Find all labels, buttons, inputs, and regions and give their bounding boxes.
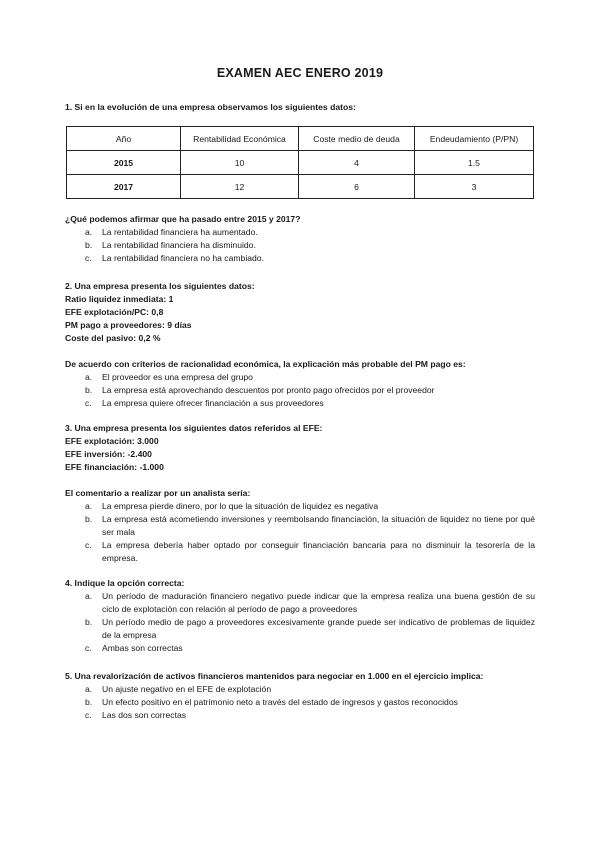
table-cell: 2015 xyxy=(67,151,181,175)
exam-title: EXAMEN AEC ENERO 2019 xyxy=(216,66,384,80)
q3-data-line: EFE financiación: -1.000 xyxy=(65,462,164,472)
table-row xyxy=(67,151,534,175)
table-cell: 2017 xyxy=(67,175,181,199)
table-cell: 6 xyxy=(299,175,415,199)
option-item xyxy=(65,539,535,565)
q5-heading: 5. Una revalorización de activos financieros mantenidos para negociar en 1.000 en el ejercicio implica: xyxy=(65,671,484,681)
q2-data-line: PM pago a proveedores: 9 días xyxy=(65,320,192,330)
option-text: El proveedor es una empresa del grupo xyxy=(102,372,253,382)
option-item xyxy=(65,696,535,709)
option-marker: c. xyxy=(85,540,92,550)
table-cell: 10 xyxy=(181,151,299,175)
table-header-row xyxy=(67,127,534,151)
option-marker: b. xyxy=(85,240,93,250)
option-item xyxy=(65,709,535,722)
option-text: La rentabilidad financiera ha aumentado. xyxy=(102,227,258,237)
q2-data-line: EFE explotación/PC: 0,8 xyxy=(65,307,164,317)
option-marker: b. xyxy=(85,617,93,627)
option-marker: b. xyxy=(85,697,93,707)
table-cell: 3 xyxy=(415,175,534,199)
option-text: La empresa está acometiendo inversiones y reembolsando financiación, la situación de liquidez no tiene por qué ser mala xyxy=(102,514,535,537)
table-header: Endeudamiento (P/PN) xyxy=(415,127,534,151)
option-marker: a. xyxy=(85,227,93,237)
option-item xyxy=(65,683,535,696)
option-marker: a. xyxy=(85,591,93,601)
option-text: Un ajuste negativo en el EFE de explotación xyxy=(102,684,272,694)
option-text: La rentabilidad financiera no ha cambiado. xyxy=(102,253,264,263)
q1-heading: 1. Si en la evolución de una empresa observamos los siguientes datos: xyxy=(65,102,356,112)
option-text: La empresa está aprovechando descuentos por pronto pago ofrecidos por el proveedor xyxy=(102,385,435,395)
q1-data-table xyxy=(66,126,534,199)
table-cell: 1.5 xyxy=(415,151,534,175)
q3-data-line: EFE explotación: 3.000 xyxy=(65,436,159,446)
option-marker: c. xyxy=(85,643,92,653)
q4-options xyxy=(65,590,535,655)
table-cell: 4 xyxy=(299,151,415,175)
table-row xyxy=(67,175,534,199)
q2-heading: 2. Una empresa presenta los siguientes datos: xyxy=(65,281,255,291)
table-header: Coste medio de deuda xyxy=(299,127,415,151)
option-item xyxy=(65,642,535,655)
option-text: Ambas son correctas xyxy=(102,643,183,653)
q1-options xyxy=(65,226,535,265)
q2-data-line: Ratio liquidez inmediata: 1 xyxy=(65,294,174,304)
option-item xyxy=(65,252,535,265)
option-text: Las dos son correctas xyxy=(102,710,187,720)
option-item xyxy=(65,226,535,239)
q3-question: El comentario a realizar por un analista sería: xyxy=(65,488,251,498)
table-cell: 12 xyxy=(181,175,299,199)
option-item xyxy=(65,616,535,642)
option-text: Un período medio de pago a proveedores excesivamente grande puede ser indicativo de problemas de liquidez de la empresa xyxy=(102,617,535,640)
option-marker: b. xyxy=(85,514,93,524)
q1-question: ¿Qué podemos afirmar que ha pasado entre 2015 y 2017? xyxy=(65,214,301,224)
option-text: La empresa quiere ofrecer financiación a sus proveedores xyxy=(102,398,324,408)
q2-options xyxy=(65,371,535,410)
option-item xyxy=(65,384,535,397)
option-item xyxy=(65,513,535,539)
q2-question: De acuerdo con criterios de racionalidad económica, la explicación más probable del PM pago es: xyxy=(65,359,466,369)
option-text: La rentabilidad financiera ha disminuido. xyxy=(102,240,256,250)
option-text: La empresa debería haber optado por conseguir financiación bancaria para no disminuir la tesorería de la empresa. xyxy=(102,540,535,563)
q5-options xyxy=(65,683,535,722)
q3-data-line: EFE inversión: -2.400 xyxy=(65,449,152,459)
q4-heading: 4. Indique la opción correcta: xyxy=(65,578,185,588)
option-marker: c. xyxy=(85,710,92,720)
option-marker: c. xyxy=(85,398,92,408)
option-item xyxy=(65,239,535,252)
option-marker: a. xyxy=(85,501,93,511)
option-item xyxy=(65,397,535,410)
option-text: Un efecto positivo en el patrimonio neto a través del estado de ingresos y gastos reconocidos xyxy=(102,697,458,707)
option-marker: c. xyxy=(85,253,92,263)
option-text: La empresa pierde dinero, por lo que la situación de liquidez es negativa xyxy=(102,501,379,511)
q3-options xyxy=(65,500,535,565)
option-marker: a. xyxy=(85,372,93,382)
option-marker: a. xyxy=(85,684,93,694)
option-item xyxy=(65,371,535,384)
option-item xyxy=(65,500,535,513)
q2-data-line: Coste del pasivo: 0,2 % xyxy=(65,333,161,343)
table-header: Rentabilidad Económica xyxy=(181,127,299,151)
option-text: Un período de maduración financiero negativo puede indicar que la empresa realiza una buena gestión de su ciclo de explotación con relación al período de pago a proveedores xyxy=(102,591,535,614)
option-marker: b. xyxy=(85,385,93,395)
option-item xyxy=(65,590,535,616)
q3-heading: 3. Una empresa presenta los siguientes datos referidos al EFE: xyxy=(65,423,323,433)
table-header: Año xyxy=(67,127,181,151)
